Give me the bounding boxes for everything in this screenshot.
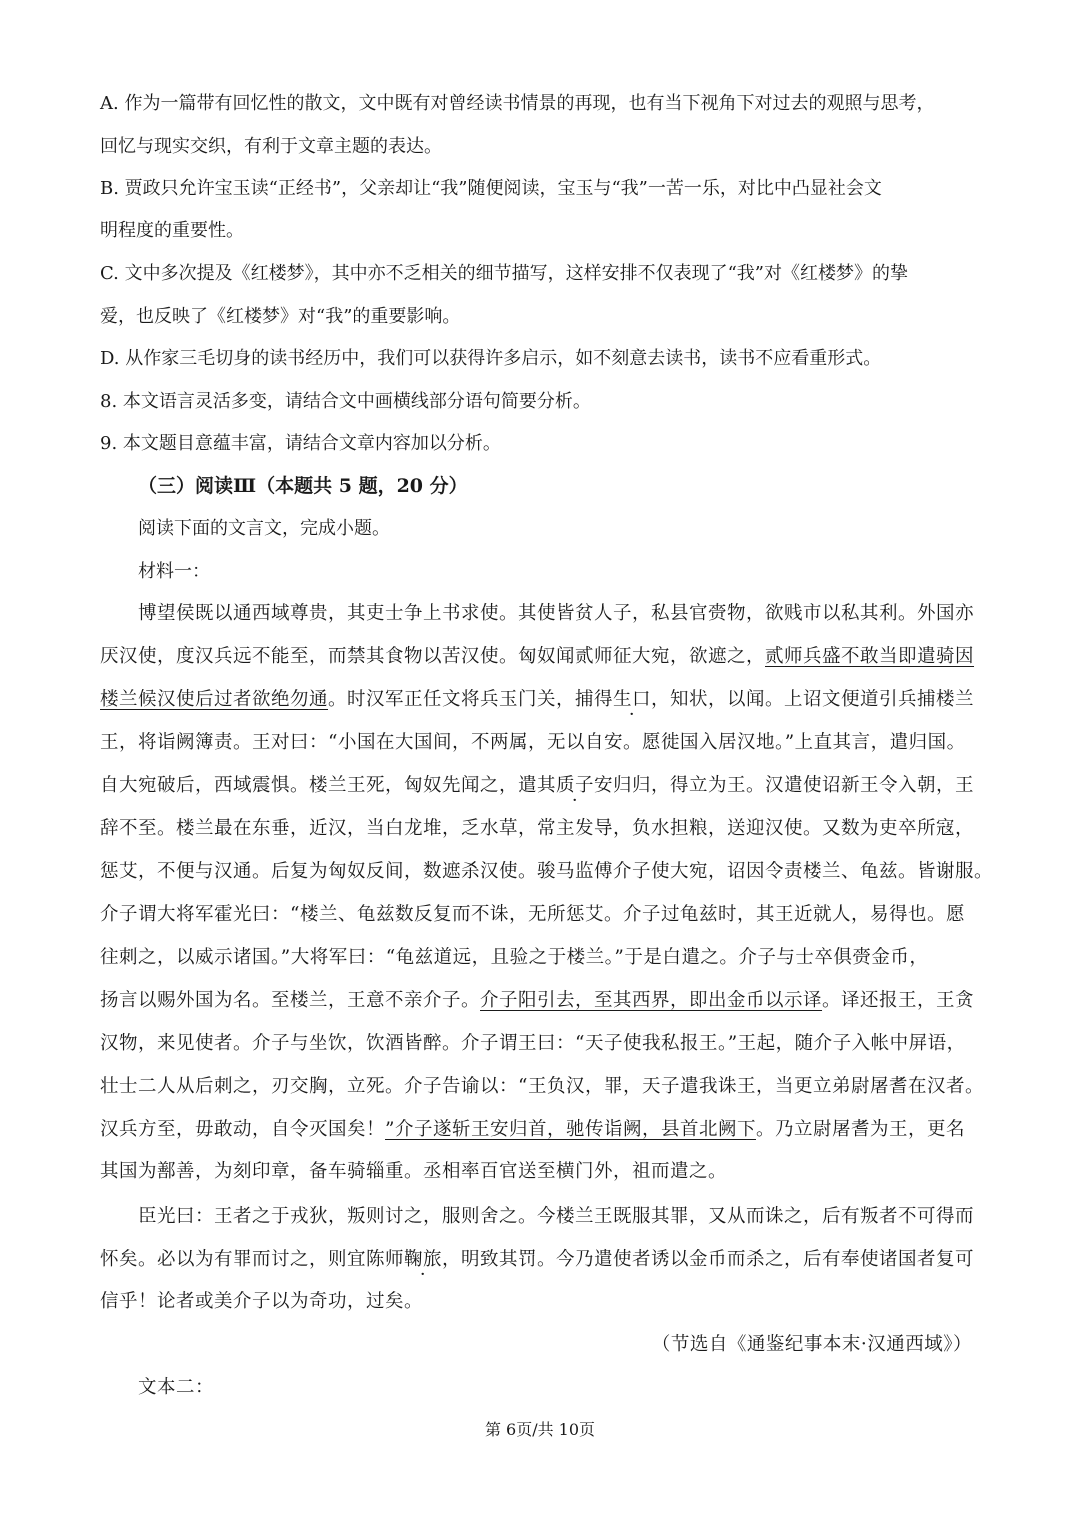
option-b-line2: 明程度的重要性。 — [100, 220, 244, 241]
passage-line: 壮士二人从后刺之，刃交胸，立死。介子告谕以：“王负汉，罪，天子遣我诛王，当更立弟尉屠耆在汉者。 — [100, 1076, 984, 1097]
underlined-sentence: 贰师兵盛不敢当即遣骑因 — [765, 646, 975, 667]
passage-line: 汉物，来见使者。介子与坐饮，饮酒皆醉。介子谓王曰：“天子使我私报王。”王起，随介子入帐中屏语， — [100, 1033, 966, 1054]
option-c-line1: C. 文中多次提及《红楼梦》，其中亦不乏相关的细节描写，这样安排不仅表现了“我”对《红楼梦》的挚 — [100, 263, 908, 284]
question-8: 8. 本文语言灵活多变，请结合文中画横线部分语句简要分析。 — [100, 391, 591, 412]
passage-text: 自大宛破后，西域震惧。楼兰王死，匈奴先闻之，遣其 — [100, 775, 557, 796]
passage-text: 。时汉军正任文将兵玉门关，捕得 — [328, 689, 614, 710]
passage-line — [100, 1118, 965, 1142]
passage-line — [100, 688, 974, 712]
passage-line — [100, 989, 974, 1013]
source-citation: （节选自《通鉴纪事本末·汉通西域》） — [651, 1334, 972, 1355]
passage-line — [100, 645, 974, 669]
passage-text: 安归归，得立为王。汉遣使诏新王令入朝，王 — [594, 775, 975, 796]
passage-text: 扬言以赐外国为名。至楼兰，王意不亲介子。 — [100, 990, 481, 1011]
passage-text: 。译还报王，王贪 — [822, 990, 975, 1011]
commentary-text: 怀矣。必以为有罪而讨之，则宜陈师 — [100, 1249, 405, 1270]
passage-line: 往刺之，以威示诸国。”大将军曰：“龟兹道远，且验之于楼兰。”于是白遣之。介子与士卒俱赍金币， — [100, 947, 929, 968]
dotted-word: 质子 — [556, 775, 595, 796]
passage-line: 王，将诣阙簿责。王对曰：“小国在大国间，不两属，无以自安。愿徙国入居汉地。”上直其言，遣归国。 — [100, 732, 966, 753]
question-9: 9. 本文题目意蕴丰富，请结合文章内容加以分析。 — [100, 433, 501, 454]
commentary-line: 臣光曰：王者之于戎狄，叛则讨之，服则舍之。今楼兰王既服其罪，又从而诛之，后有叛者不可得而 — [138, 1206, 975, 1227]
commentary-text: ，明致其罚。今乃遣使者诱以金币而杀之，后有奉使诸国者复可 — [442, 1249, 975, 1270]
section-title: （三）阅读Ⅲ（本题共 5 题，20 分） — [138, 475, 468, 497]
option-a-line1: A. 作为一篇带有回忆性的散文，文中既有对曾经读书情景的再现，也有当下视角下对过去的观照与思考， — [100, 93, 935, 114]
option-d-line1: D. 从作家三毛切身的读书经历中，我们可以获得许多启示，如不刻意去读书，读书不应看重形式。 — [100, 348, 882, 369]
text-two-label: 文本二： — [138, 1377, 215, 1398]
passage-line: 辞不至。楼兰最在东垂，近汉，当白龙堆，乏水草，常主发导，负水担粮，送迎汉使。又数为吏卒所寇， — [100, 818, 975, 839]
commentary-line — [100, 1248, 974, 1272]
option-a-line2: 回忆与现实交织，有利于文章主题的表达。 — [100, 136, 442, 157]
passage-line: 其国为鄯善，为刻印章，备车骑辎重。丞相率百官送至横门外，祖而遣之。 — [100, 1161, 728, 1182]
passage-line: 惩艾，不便与汉通。后复为匈奴反间，数遮杀汉使。骏马监傅介子使大宛，诏因令责楼兰、龟兹。皆谢服。 — [100, 861, 994, 882]
passage-text: ，知状，以闻。上诏文便道引兵捕楼兰 — [651, 689, 975, 710]
passage-line: 介子谓大将军霍光曰：“楼兰、龟兹数反复而不诛，无所惩艾。介子过龟兹时，其王近就人，易得也。愿 — [100, 904, 965, 925]
option-b-line1: B. 贾政只允许宝玉读“正经书”，父亲却让“我”随便阅读，宝玉与“我”一苦一乐，对比中凸显社会文 — [100, 178, 882, 199]
dotted-word: 鞠旅 — [404, 1249, 443, 1270]
passage-line — [100, 774, 974, 798]
passage-text: 。乃立尉屠耆为王，更名 — [755, 1119, 965, 1140]
underlined-sentence: 楼兰候汉使后过者欲绝勿通 — [100, 689, 329, 710]
material-one-label: 材料一： — [138, 561, 210, 582]
passage-line: 博望侯既以通西域尊贵，其吏士争上书求使。其使皆贫人子，私县官赍物，欲贱市以私其利。外国亦 — [138, 603, 975, 624]
dotted-word: 生口 — [613, 689, 652, 710]
underlined-sentence: ”介子遂斩王安归首，驰传诣阙，县首北阙下 — [385, 1119, 756, 1140]
commentary-line: 信乎！论者或美介子以为奇功，过矣。 — [100, 1291, 424, 1312]
option-c-line2: 爱，也反映了《红楼梦》对“我”的重要影响。 — [100, 306, 461, 327]
underlined-sentence: 介子阳引去，至其西界，即出金币以示译 — [480, 990, 823, 1011]
page-number: 第 6页/共 10页 — [484, 1420, 596, 1439]
passage-text: 厌汉使，度汉兵远不能至，而禁其食物以苦汉使。匈奴闻贰师征大宛，欲遮之， — [100, 646, 766, 667]
section-instruction: 阅读下面的文言文，完成小题。 — [138, 518, 390, 539]
passage-text: 汉兵方至，毋敢动，自令灭国矣！ — [100, 1119, 386, 1140]
